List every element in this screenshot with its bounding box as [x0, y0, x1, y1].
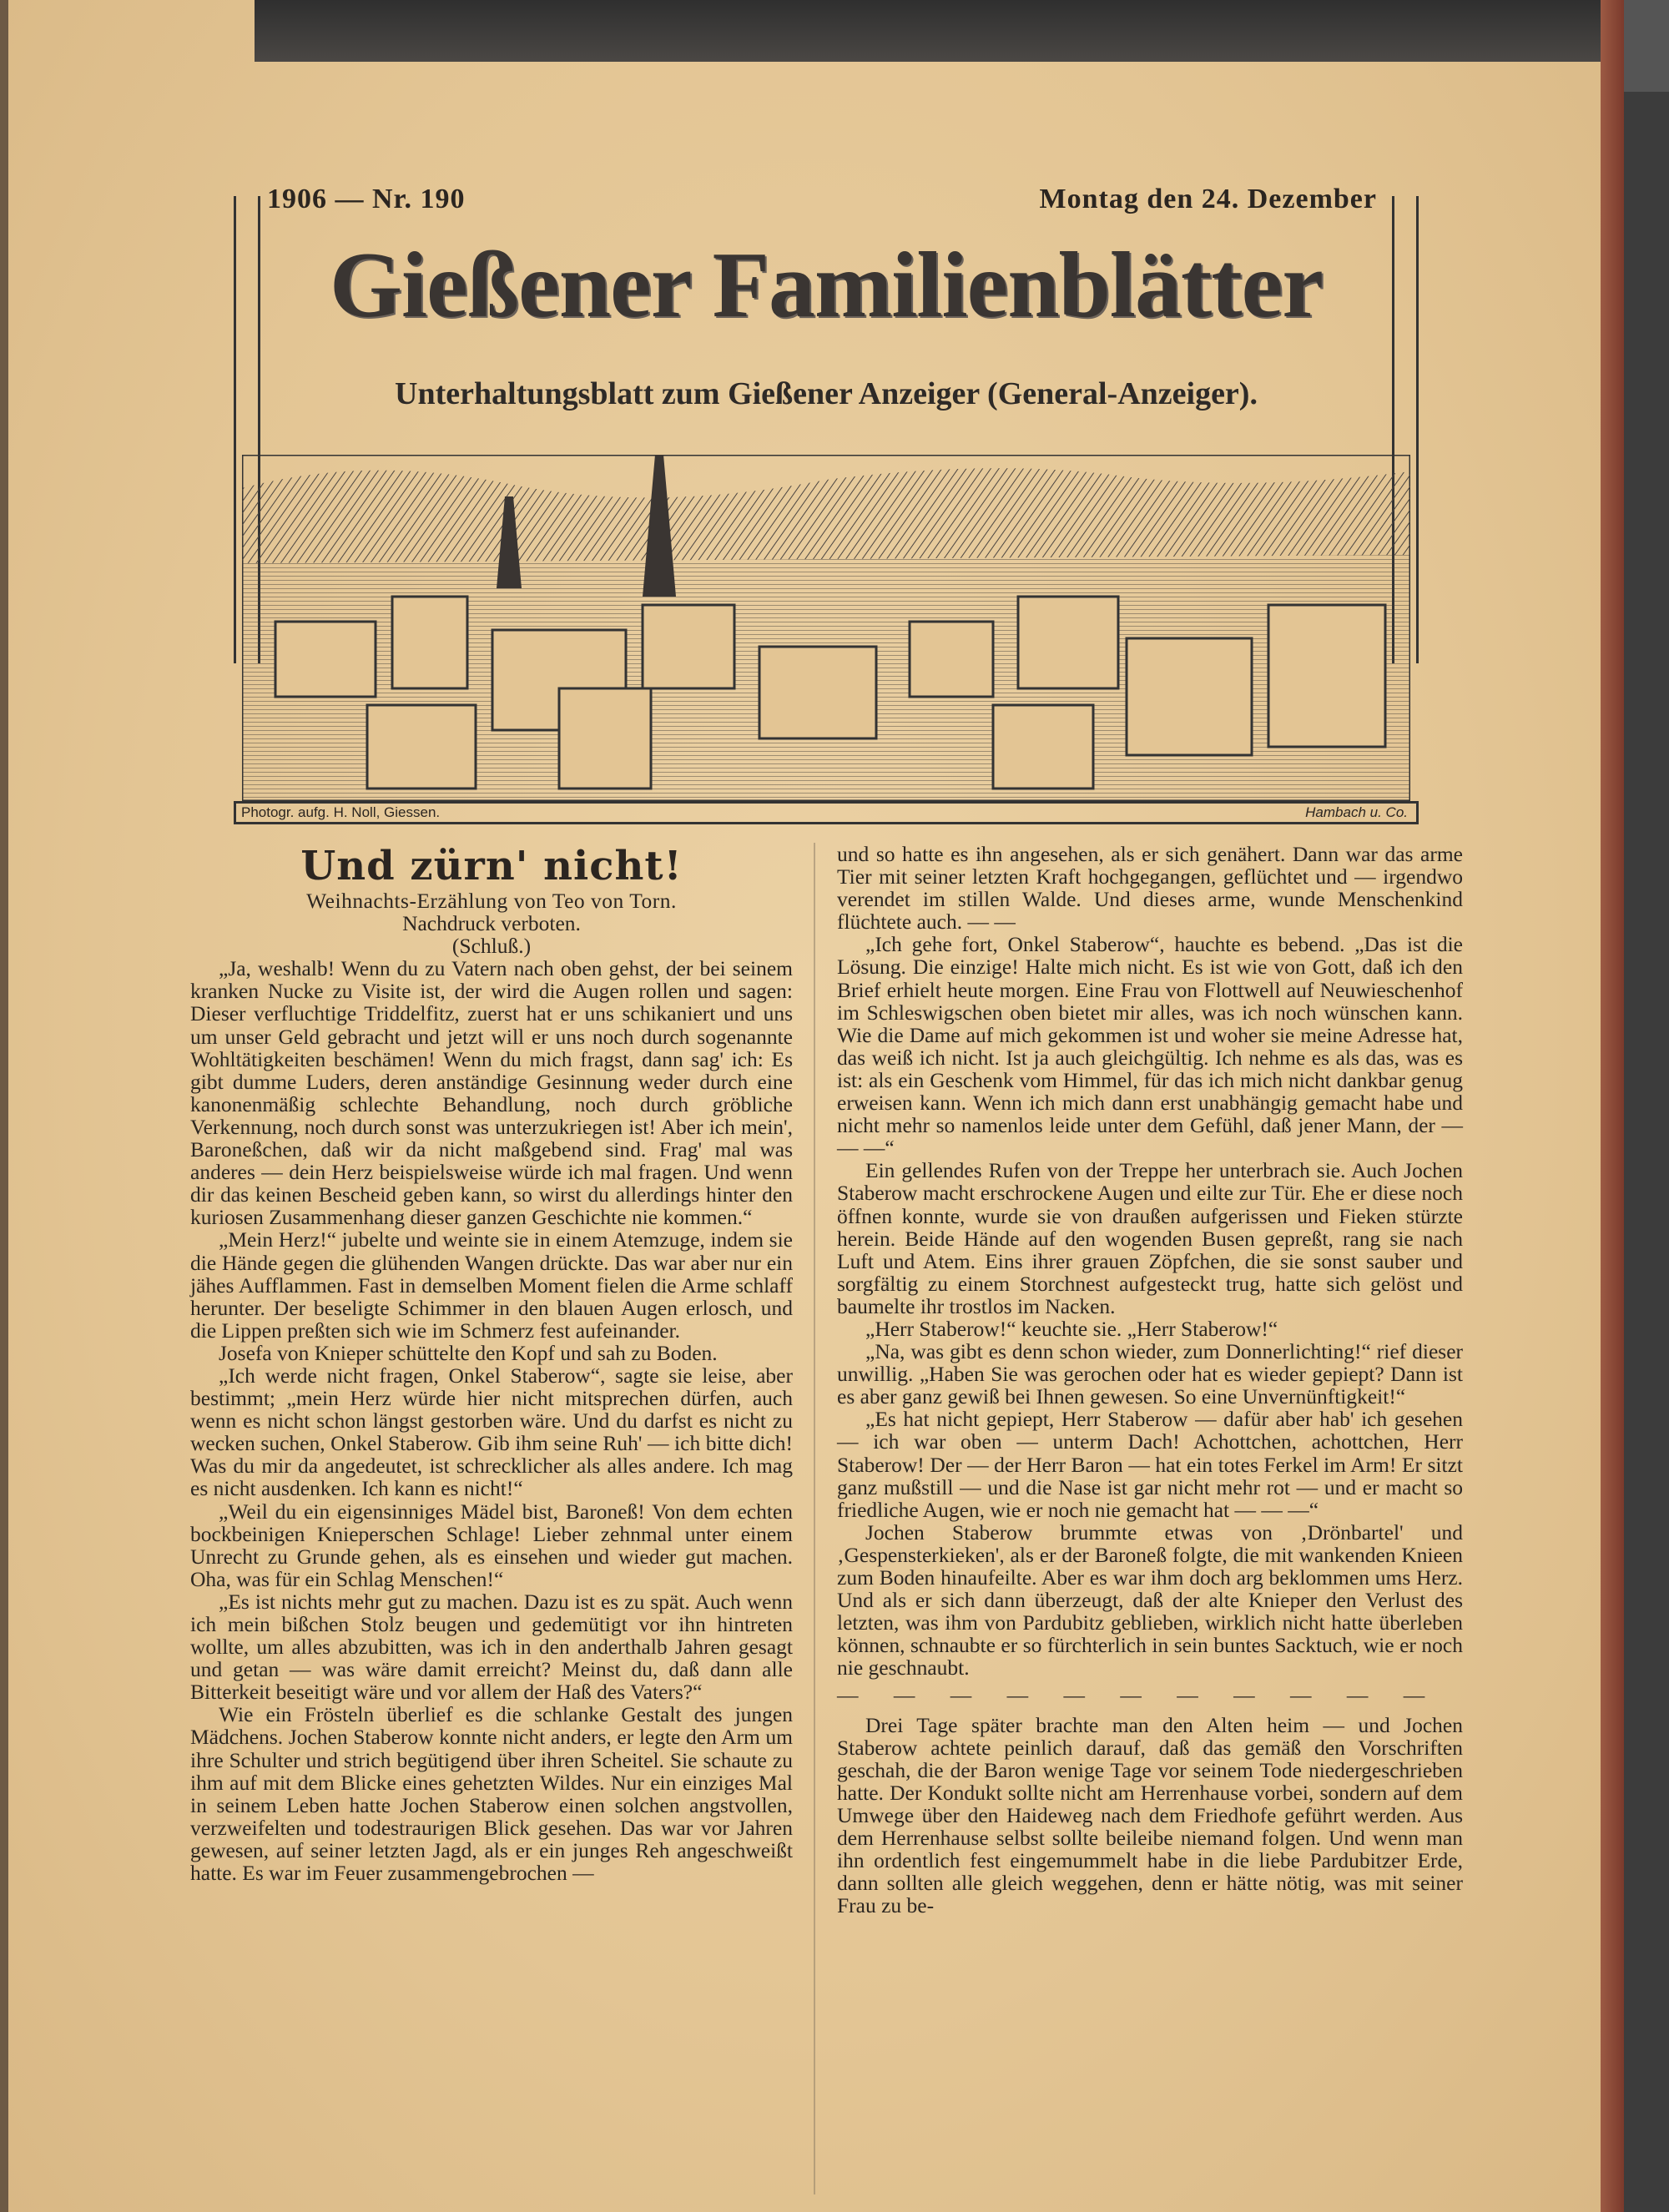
section-separator: — — — — — — — — — — —: [837, 1683, 1440, 1708]
binding-cover: [1624, 0, 1669, 2212]
paragraph: „Weil du ein eigensinniges Mädel bist, Baroneß! Von dem echten bockbeinigen Knieperschen Schlage! Lieber zehnmal unter einem Unrecht zu Grunde gehen, als es einsehen und wieder gut machen. Oha, was für ein Schlag Menschen!“: [190, 1499, 793, 1591]
issue-number: 1906 — Nr. 190: [267, 184, 466, 214]
issue-date: Montag den 24. Dezember: [1039, 184, 1377, 214]
paragraph: Drei Tage später brachte man den Alten heim — und Jochen Staberow achtete peinlich darauf, daß das gemäß den Vorschriften geschah, die der Baron wenige Tage vor seinem Tode niedergeschrieben hatte. Der Kondukt sollte nicht am Herrenhause vorbei, sondern auf dem Umwege über den Haideweg nach dem Friedhofe geführt werden. Aus dem Herrenhause selbst sollte beileibe niemand folgen. Und wenn man ihn ordentlich fest eingemummelt habe in die liebe Pardubitzer Erde, dann sollten alle gleich weggehen, denn er hätte nötig, was mit seiner Frau zu be-: [837, 1712, 1463, 1918]
column-divider: [814, 843, 815, 2194]
paragraph: „Es hat nicht gepiept, Herr Staberow — dafür aber hab' ich gesehen — ich war oben — unterm Dach! Achottchen, achottchen, Herr Staberow! Der — der Herr Baron — hat ein totes Ferkel im Arm! Er sitzt ganz mußstill — und die Nase ist gar nicht mehr rot — und er macht so friedliche Augen, wie er noch nie gemacht hat — — —“: [837, 1407, 1463, 1522]
paragraph: „Na, was gibt es denn schon wieder, zum Donnerlichting!“ rief dieser unwillig. „Haben Sie was gerochen oder hat es wieder gepiept? Dann ist es aber ganz gewiß bei Ihnen gewesen. So eine Unvernünftigkeit!“: [837, 1339, 1463, 1409]
paragraph: „Mein Herz!“ jubelte und weinte sie in einem Atemzuge, indem sie die Hände gegen die glühenden Wangen drückte. Das war aber nur ein jähes Aufflammen. Fast in demselben Moment fielen die Arme schlaff herunter. Der beseligte Schimmer in den blauen Augen erlosch, und die Lippen preßten sich wie im Schmerz fest aufeinander.: [190, 1227, 793, 1343]
paragraph: „Es ist nichts mehr gut zu machen. Dazu ist es zu spät. Auch wenn ich mein bißchen Stolz beugen und gedemütigt vor ihn hintreten wollte, um alles abzubitten, was ich in den anderthalb Jahren gesagt und getan — was wäre damit erreicht? Meinst du, daß dann alle Bitterkeit beseitigt wäre und vor allem der Haß des Vaters?“: [190, 1589, 793, 1705]
paragraph: und so hatte es ihn angesehen, als er sich genähert. Dann war das arme Tier mit seiner letzten Kraft hochgegangen, geflüchtet und — irgendwo verendet im stillen Walde. Und dieses arme, wunde Menschenkind flüchtete auch. — —: [837, 842, 1463, 935]
story-byline: Weihnachts-Erzählung von Teo von Torn.: [306, 889, 677, 913]
newspaper-subtitle: Unterhaltungsblatt zum Gießener Anzeiger (General-Anzeiger).: [395, 376, 1258, 411]
paragraph: Josefa von Knieper schüttelte den Kopf und sah zu Boden.: [219, 1340, 718, 1365]
newspaper-title: Gießener Familienblätter: [329, 234, 1324, 337]
story-title: Und zürn' nicht!: [300, 843, 683, 889]
article-column-right: [837, 843, 1463, 1917]
story-part: (Schluß.): [451, 934, 532, 959]
image-credit-bar: [234, 801, 1419, 824]
binding-spine-red: [1601, 0, 1624, 2212]
paragraph: Jochen Staberow brummte etwas von ‚Drönbartel' und ‚Gespensterkieken', als er der Baroneß folgte, die mit wankenden Knieen zum Boden hinaufeilte. Aber es war ihm doch arg beklommen ums Herz. Und als er sich dann überzeugt, daß der alte Knieper den Verlust des letzten, was ihm von Pardubitz geblieben, wirklich nicht hatte überleben können, schnaubte er so fürchterlich in sein buntes Sacktuch, wie er noch nie geschnaubt.: [837, 1519, 1463, 1680]
paragraph: „Ich gehe fort, Onkel Staberow“, hauchte es bebend. „Das ist die Lösung. Die einzige! Halte mich nicht. Es ist wie von Gott, daß ich den Brief erhielt heute morgen. Eine Frau von Flottwell auf Neuwieschenhof im Schleswigschen oben bietet mir alles, was ich noch wünschen kann. Wie die Dame auf mich gekommen ist und woher sie meine Adresse hat, das weiß ich nicht. Ist ja auch gleichgültig. Ich nehme es als das, was es ist: als ein Geschenk vom Himmel, für das ich mich nicht dankbar genug erweisen kann. Wenn ich mich dann erst unabhängig gemacht habe und nicht mehr so namenlos leide unter dem Gefühl, daß jener Mann, der — — —“: [837, 932, 1463, 1161]
photo-credit: Photogr. aufg. H. Noll, Giessen.: [241, 804, 441, 820]
engraver-credit: Hambach u. Co.: [1305, 804, 1408, 820]
paragraph: „Ja, weshalb! Wenn du zu Vatern nach oben gehst, der bei seinem kranken Nucke zu Visite ist, der wird die Augen rollen und sagen: Dieser verfluchtige Triddelfitz, zuerst hat er uns schikaniert und uns um unser Geld gebracht und jetzt will er uns noch durch sogenannte Wohltätigkeiten beschämen! Wenn du mich fragst, dann sag' ich: Es gibt dumme Luders, deren anständige Gesinnung weder durch eine kanonenmäßig schlechte Behandlung, noch durch gröbliche Verkennung, noch durch sonst was unterzukriegen ist! Aber ich mein', Baroneßchen, daß wir da nicht maßgebend sind. Frag' mal was anderes — dein Herz beispielsweise würde ich mal fragen. Und wenn dir das keinen Bescheid geben kann, so wirst du allerdings hinter den kuriosen Zusammenhang dieser ganzen Geschichte nie kommen.“: [190, 956, 793, 1230]
city-panorama-illustration: [242, 455, 1410, 801]
binding-corner: [1624, 0, 1669, 92]
reprint-notice: Nachdruck verboten.: [402, 911, 581, 936]
masthead: [234, 179, 1419, 822]
binding-top: [255, 0, 1601, 62]
article-column-left: [190, 843, 793, 1884]
paragraph: Wie ein Frösteln überlief es die schlanke Gestalt des jungen Mädchens. Jochen Staberow konnte nicht anders, er legte den Arm um ihre Schulter und strich begütigend über ihren Scheitel. Sie schaute zu ihm auf mit dem Blicke eines gehetzten Wildes. Nur ein einziges Mal in seinem Leben hatte Jochen Staberow einen solchen angstvollen, verzweifelten und todestraurigen Blick gesehen. Das war vor Jahren gewesen, auf seiner letzten Jagd, als er ein junges Reh angeschweißt hatte. Es war im Feuer zusammengebrochen —: [190, 1702, 793, 1886]
paragraph: „Ich werde nicht fragen, Onkel Staberow“, sagte sie leise, aber bestimmt; „mein Herz würde hier nicht mitsprechen dürfen, auch wenn es nicht schon längst gestorben wäre. Und du darfst es nicht zu wecken suchen, Onkel Staberow. Gib ihm seine Ruh' — ich bitte dich! Was du mir da angedeutet, ist schrecklicher als alles andere. Ich mag es nicht ausdenken. Ich kann es nicht!“: [190, 1363, 793, 1501]
paragraph: Ein gellendes Rufen von der Treppe her unterbrach sie. Auch Jochen Staberow macht erschrockene Augen und eilte zur Tür. Ehe er diese noch öffnen konnte, wurde sie von draußen aufgerissen und Fieken stürzte herein. Beide Hände auf den wogenden Busen gepreßt, rang sie nach Luft und Atem. Eins ihrer grauen Zöpfchen, die sie sonst sauber und sorgfältig zu einem Storchnest aufgesteckt trug, hatte sich gelöst und baumelte ihr trostlos im Nacken.: [837, 1158, 1463, 1318]
paragraph: „Herr Staberow!“ keuchte sie. „Herr Staberow!“: [865, 1316, 1278, 1341]
